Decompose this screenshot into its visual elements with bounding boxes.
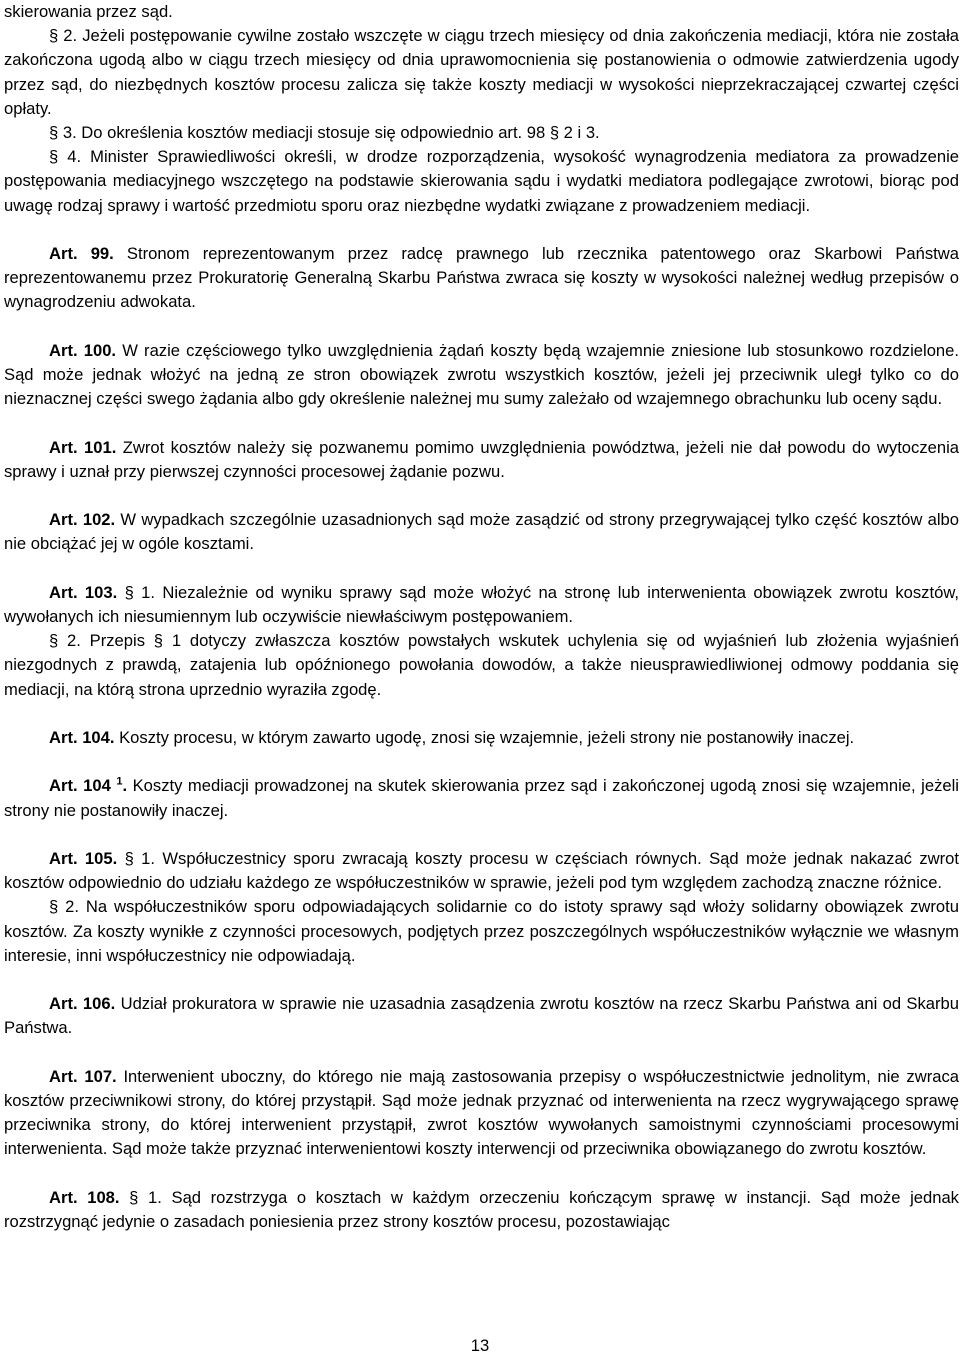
article-text: Koszty procesu, w którym zawarto ugodę, znosi się wzajemnie, jeżeli strony nie postanowiły inaczej. (119, 728, 855, 747)
article-102 (4, 508, 959, 556)
article-108 (4, 1186, 959, 1234)
article-103 (4, 581, 959, 629)
paragraph-par-3: § 3. Do określenia kosztów mediacji stosuje się odpowiednio art. 98 § 2 i 3. (49, 123, 600, 143)
page-number: 13 (470, 1336, 490, 1355)
paragraph-par-4: § 4. Minister Sprawiedliwości określi, w drodze rozporządzenia, wysokość wynagrodzenia mediatora za prowadzenie postępowania mediacyjnego wszczętego na podstawie skierowania sądu i wydatki mediatora podlegające zwrotowi, biorąc pod uwagę rodzaj sprawy i wartość przedmiotu sporu oraz niezbędne wydatki związane z prowadzeniem mediacji. (4, 147, 959, 215)
article-number-base: Art. 104 (49, 776, 111, 796)
article-number: Art. 105. (49, 848, 118, 868)
article-104-1 (4, 774, 959, 822)
article-text: W wypadkach szczególnie uzasadnionych sąd może zasądzić od strony przegrywającej tylko część kosztów albo nie obciążać jej w ogóle kosztami. (4, 510, 959, 554)
article-106 (4, 992, 959, 1040)
article-number: Art. 99. (49, 244, 114, 264)
article-superscript: 1 (116, 775, 123, 788)
article-104 (4, 726, 959, 750)
article-105 (4, 847, 959, 895)
article-text: § 1. Sąd rozstrzyga o kosztach w każdym orzeczeniu kończącym sprawę w instancji. Sąd może jednak rozstrzygnąć jedynie o zasadach poniesienia przez strony kosztów procesu, pozostawiając (4, 1187, 959, 1231)
article-number: Art. 100. (49, 340, 117, 360)
article-100 (4, 339, 959, 412)
article-number: Art. 101. (49, 437, 117, 457)
article-text: Udział prokuratora w sprawie nie uzasadnia zasądzenia zwrotu kosztów na rzecz Skarbu Państwa ani od Skarbu Państwa. (4, 994, 959, 1038)
paragraph-continuation: skierowania przez sąd. (4, 2, 173, 21)
document-page (4, 0, 959, 1234)
article-105-par-2: § 2. Na współuczestników sporu odpowiadających solidarnie co do istoty sprawy sąd włoży solidarny obowiązek zwrotu kosztów. Za koszty wynikłe z czynności procesowych, podjętych przez poszczególnych współuczestników wyłącznie we własnym interesie, inni współuczestnicy nie odpowiadają. (4, 897, 959, 965)
article-text: Koszty mediacji prowadzonej na skutek skierowania przez sąd i zakończonej ugodą znosi się wzajemnie, jeżeli strony nie postanowiły inaczej. (4, 776, 959, 820)
article-number: Art. 108. (49, 1187, 120, 1207)
article-number (49, 776, 127, 795)
article-text: Stronom reprezentowanym przez radcę prawnego lub rzecznika patentowego oraz Skarbowi Państwa reprezentowanemu przez Prokuratorię Generalną Skarbu Państwa zwraca się koszty w wysokości należnej według przepisów o wynagrodzeniu adwokata. (4, 244, 959, 312)
article-text: Interwenient uboczny, do którego nie mają zastosowania przepisy o współuczestnictwie jednolitym, nie zwraca kosztów przeciwnikowi strony, do której przystąpił. Sąd może jednak przyznać od interwenienta na rzecz wygrywającego sprawę przeciwnika strony, do której interwenient przystąpił, zwrot kosztów wywołanych samoistnymi czynnościami procesowymi interwenienta. Sąd może także przyznać interwenientowi koszty interwencji od przeciwnika obowiązanego do zwrotu kosztów. (4, 1066, 959, 1159)
article-101 (4, 436, 959, 484)
article-number: Art. 106. (49, 994, 116, 1014)
article-99 (4, 242, 959, 315)
paragraph-par-2: § 2. Jeżeli postępowanie cywilne zostało wszczęte w ciągu trzech miesięcy od dnia zakończenia mediacji, która nie została zakończona ugodą albo w ciągu trzech miesięcy od dnia uprawomocnienia się postanowienia o odmowie zatwierdzenia ugody przez sąd, do niezbędnych kosztów procesu zalicza się także koszty mediacji w wysokości nieprzekraczającej czwartej części opłaty. (4, 26, 959, 118)
article-text: § 1. Współuczestnicy sporu zwracają koszty procesu w częściach równych. Sąd może jednak nakazać zwrot kosztów odpowiednio do udziału każdego ze współuczestników w sprawie, jeżeli pod tym względem zachodzą znaczne różnice. (4, 848, 959, 893)
article-number: Art. 107. (49, 1066, 117, 1086)
article-text: § 1. Niezależnie od wyniku sprawy sąd może włożyć na stronę lub interwenienta obowiązek zwrotu kosztów, wywołanych ich niesumiennym lub oczywiście niewłaściwym postępowaniem. (4, 582, 959, 626)
article-number: Art. 104. (49, 728, 115, 747)
article-text: Zwrot kosztów należy się pozwanemu pomimo uwzględnienia powództwa, jeżeli nie dał powodu do wytoczenia sprawy i uznał przy pierwszej czynności procesowej żądanie pozwu. (4, 437, 959, 481)
article-103-par-2: § 2. Przepis § 1 dotyczy zwłaszcza kosztów powstałych wskutek uchylenia się od wyjaśnień lub złożenia wyjaśnień niezgodnych z prawdą, zatajenia lub opóźnionego powołania dowodów, a także nieusprawiedliwionej odmowy poddania się mediacji, na którą strona uprzednio wyraziła zgodę. (4, 631, 959, 699)
article-107 (4, 1065, 959, 1162)
article-number: Art. 102. (49, 510, 116, 530)
article-text: W razie częściowego tylko uwzględnienia żądań koszty będą wzajemnie zniesione lub stosunkowo rozdzielone. Sąd może jednak włożyć na jedną ze stron obowiązek zwrotu wszystkich kosztów, jeżeli jej przeciwnik uległ tylko co do nieznacznej części swego żądania albo gdy określenie należnej mu sumy zależało od wzajemnego obrachunku lub oceny sądu. (4, 340, 959, 409)
article-number-dot: . (122, 776, 128, 796)
article-number: Art. 103. (49, 582, 118, 602)
